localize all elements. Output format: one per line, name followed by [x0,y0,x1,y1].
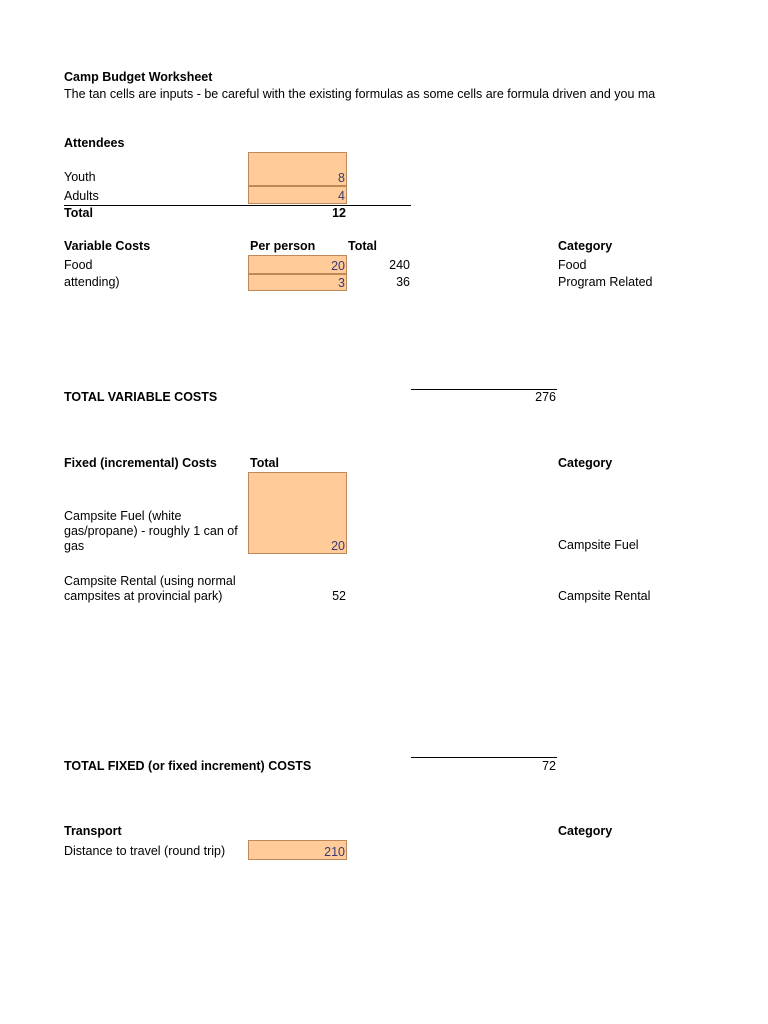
campsite-fuel-input[interactable] [248,472,347,554]
variable-total-header: Total [348,239,377,253]
transport-heading: Transport [64,824,122,838]
total-fixed-costs-label: TOTAL FIXED (or fixed increment) COSTS [64,759,312,773]
total-variable-costs-value: 276 [535,390,556,404]
attendees-total-label: Total [64,206,93,220]
program-category: Program Related [558,275,653,289]
adults-value: 4 [338,189,345,203]
worksheet-note: The tan cells are inputs - be careful with the existing formulas as some cells are formula driven and you ma [64,87,656,101]
program-per-person-input[interactable] [248,274,347,291]
program-total: 36 [396,275,410,289]
worksheet-title: Camp Budget Worksheet [64,70,213,84]
fixed-costs-heading: Fixed (incremental) Costs [64,456,217,470]
food-total: 240 [389,258,410,272]
fixed-total-header: Total [250,456,279,470]
program-per-person-value: 3 [338,276,345,290]
per-person-header: Per person [250,239,316,253]
youth-value: 8 [338,171,345,185]
food-per-person-input[interactable] [248,255,347,274]
food-per-person-value: 20 [331,259,345,273]
campsite-rental-label: Campsite Rental (using normal campsites at provincial park) [64,574,236,603]
distance-input[interactable] [248,840,347,860]
campsite-fuel-label: Campsite Fuel (white gas/propane) - roughly 1 can of gas [64,509,238,553]
total-variable-costs-label: TOTAL VARIABLE COSTS [64,390,218,404]
variable-category-header: Category [558,239,613,253]
distance-label: Distance to travel (round trip) [64,844,226,858]
campsite-rental-value: 52 [332,589,346,603]
transport-category-header: Category [558,824,613,838]
campsite-rental-category: Campsite Rental [558,589,651,603]
attendees-total-value: 12 [332,206,346,220]
variable-row-label: Food [64,258,93,272]
adults-label: Adults [64,189,99,203]
youth-input[interactable] [248,152,347,186]
youth-label: Youth [64,170,96,184]
total-fixed-costs-value: 72 [542,759,556,773]
distance-value: 210 [324,845,345,859]
fixed-category-header: Category [558,456,613,470]
food-category: Food [558,258,587,272]
attendees-total-divider [64,205,411,206]
campsite-fuel-value: 20 [331,539,345,553]
variable-row-label: attending) [64,275,120,289]
fixed-total-divider [411,757,557,758]
campsite-fuel-category: Campsite Fuel [558,538,639,552]
adults-input[interactable] [248,186,347,204]
variable-costs-heading: Variable Costs [64,239,151,253]
attendees-heading: Attendees [64,136,125,150]
